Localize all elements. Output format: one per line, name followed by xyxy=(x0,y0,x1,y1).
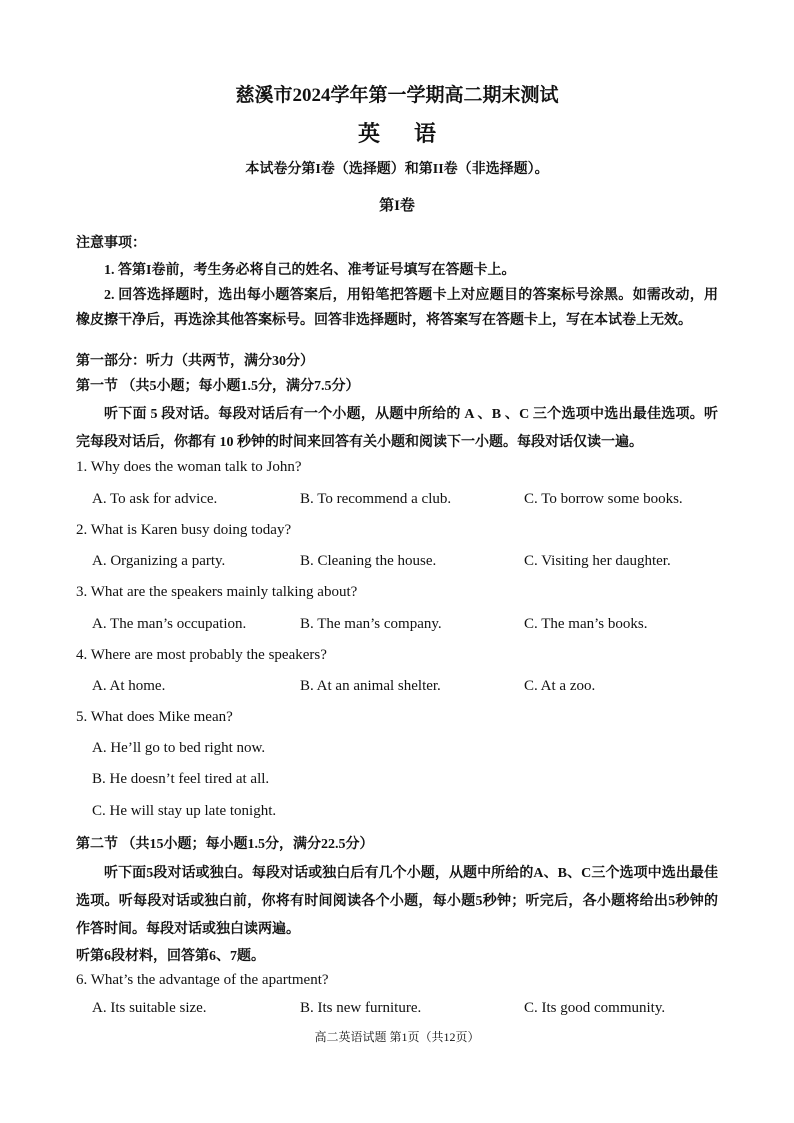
q1-option-c: C. To borrow some books. xyxy=(524,491,683,507)
q3-option-c: C. The man’s books. xyxy=(524,616,648,632)
question-3: 3. What are the speakers mainly talking about? xyxy=(76,584,358,600)
q4-option-b: B. At an animal shelter. xyxy=(300,678,441,694)
q1-option-a: A. To ask for advice. xyxy=(92,491,218,507)
section-2-instruction-line-2: 选项。听每段对话或独白前，你将有时间阅读各个小题，每小题5秒钟；听完后，各小题将给出5秒钟的 xyxy=(76,894,718,909)
part-one-title: 第I卷 xyxy=(379,198,415,214)
question-5: 5. What does Mike mean? xyxy=(76,709,233,725)
q1-option-b: B. To recommend a club. xyxy=(300,491,452,507)
page-footer: 高二英语试题 第1页（共12页） xyxy=(314,1030,480,1044)
q4-option-a: A. At home. xyxy=(92,678,166,694)
q2-option-b: B. Cleaning the house. xyxy=(300,553,437,569)
material-6-note: 听第6段材料，回答第6、7题。 xyxy=(76,949,265,964)
q5-option-a: A. He’ll go to bed right now. xyxy=(92,740,266,756)
q6-option-c: C. Its good community. xyxy=(524,1000,666,1016)
notice-heading: 注意事项： xyxy=(76,236,146,251)
section-2-instruction-line-1: 听下面5段对话或独白。每段对话或独白后有几个小题，从题中所给的A、B、C三个选项中选出最佳 xyxy=(104,866,718,881)
notice-item-1: 1. 答第I卷前，考生务必将自己的姓名、准考证号填写在答题卡上。 xyxy=(104,263,516,278)
q4-option-c: C. At a zoo. xyxy=(524,678,596,694)
q3-option-a: A. The man’s occupation. xyxy=(92,616,247,632)
question-2: 2. What is Karen busy doing today? xyxy=(76,522,292,538)
q5-option-b: B. He doesn’t feel tired at all. xyxy=(92,771,270,787)
q2-option-c: C. Visiting her daughter. xyxy=(524,553,671,569)
question-1: 1. Why does the woman talk to John? xyxy=(76,459,302,475)
notice-item-2-line-1: 2. 回答选择题时，选出每小题答案后，用铅笔把答题卡上对应题目的答案标号涂黑。如需改动，用 xyxy=(104,288,718,303)
exam-title: 慈溪市2024学年第一学期高二期末测试 xyxy=(235,85,559,106)
section-2-instruction-line-3: 作答时间。每段对话或独白读两遍。 xyxy=(76,922,300,937)
subject-title: 英语 xyxy=(357,121,470,146)
notice-item-2-line-2: 橡皮擦干净后，再选涂其他答案标号。回答非选择题时，将答案写在答题卡上，写在本试卷上无效。 xyxy=(76,313,692,328)
q6-option-b: B. Its new furniture. xyxy=(300,1000,422,1016)
question-6: 6. What’s the advantage of the apartment? xyxy=(76,972,329,988)
q2-option-a: A. Organizing a party. xyxy=(92,553,226,569)
section-1-instruction-line-2: 完每段对话后，你都有 10 秒钟的时间来回答有关小题和阅读下一小题。每段对话仅读一遍。 xyxy=(76,435,643,450)
q3-option-b: B. The man’s company. xyxy=(300,616,442,632)
section-1-heading: 第一节 （共5小题；每小题1.5分，满分7.5分） xyxy=(76,379,360,394)
section-1-instruction-line-1: 听下面 5 段对话。每段对话后有一个小题，从题中所给的 A 、B 、C 三个选项中选出最佳选项。听 xyxy=(104,407,718,422)
q5-option-c: C. He will stay up late tonight. xyxy=(92,803,277,819)
question-4: 4. Where are most probably the speakers? xyxy=(76,647,327,663)
part-1-heading: 第一部分：听力（共两节，满分30分） xyxy=(76,354,314,369)
q6-option-a: A. Its suitable size. xyxy=(92,1000,207,1016)
paper-structure-note: 本试卷分第I卷（选择题）和第II卷（非选择题）。 xyxy=(245,162,549,177)
section-2-heading: 第二节 （共15小题；每小题1.5分，满分22.5分） xyxy=(76,837,374,852)
